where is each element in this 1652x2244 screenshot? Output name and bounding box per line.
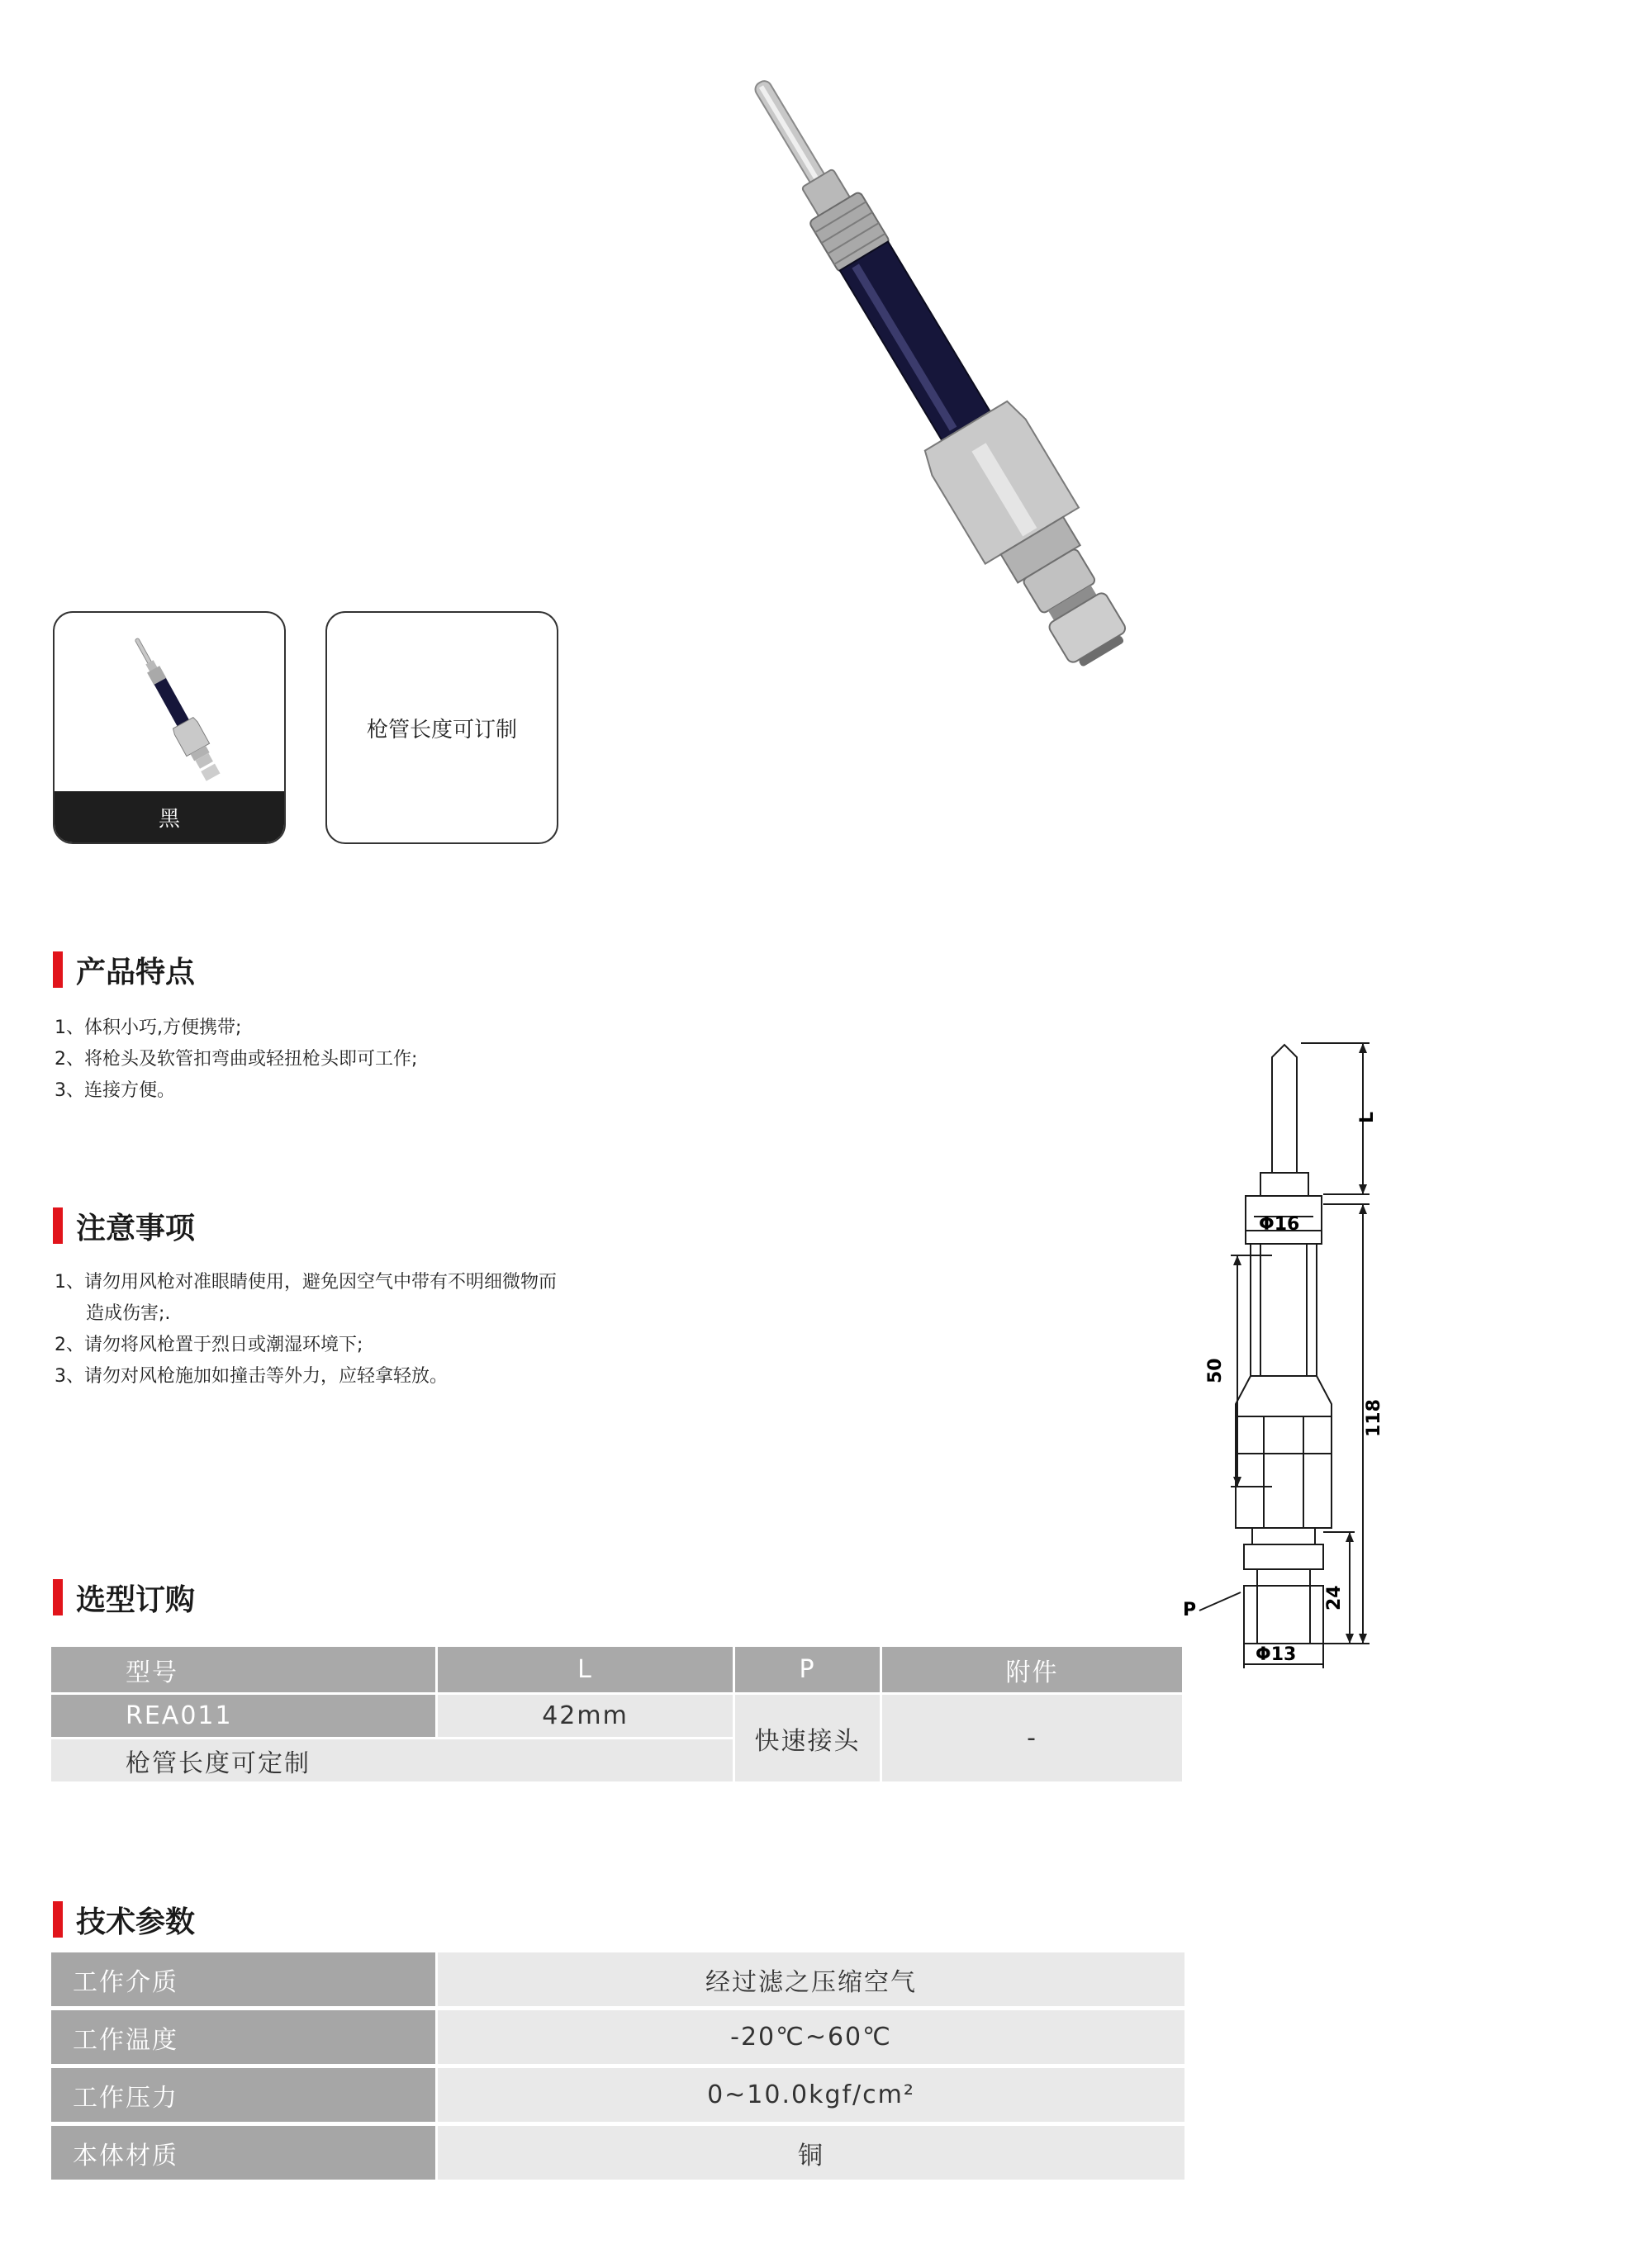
cell-length: 42mm (438, 1695, 735, 1739)
spec-label: 工作介质 (51, 1952, 438, 2010)
spec-value: 0~10.0kgf/cm² (438, 2068, 1184, 2126)
variant-card-custom-length[interactable] (325, 611, 558, 844)
dim-label-24: 24 (1324, 1585, 1345, 1611)
dimension-drawing (1148, 958, 1495, 1817)
cell-note: 枪管长度可定制 (51, 1739, 735, 1784)
list-item: 3、连接方便。 (55, 1080, 175, 1101)
dim-label-118: 118 (1364, 1399, 1384, 1437)
list-item: 1、体积小巧,方便携带; (55, 1018, 242, 1038)
specs-table (51, 1952, 1184, 2184)
variant-thumbnail (88, 621, 253, 786)
spec-value: -20℃~60℃ (438, 2010, 1184, 2068)
cautions-heading (53, 1207, 195, 1244)
spec-label: 本体材质 (51, 2126, 438, 2184)
specs-title: 技术参数 (76, 1905, 196, 1939)
spec-value: 铜 (438, 2126, 1184, 2184)
list-item: 2、将枪头及软管扣弯曲或轻扭枪头即可工作; (55, 1049, 418, 1070)
variant-card-black[interactable] (53, 611, 286, 844)
specs-heading (53, 1901, 195, 1938)
features-title: 产品特点 (76, 955, 196, 989)
spec-label: 工作压力 (51, 2068, 438, 2126)
cautions-list (55, 1267, 557, 1392)
heading-accent-bar (53, 951, 63, 988)
variant-caption: 黑 (55, 791, 284, 842)
ordering-table (51, 1647, 1184, 1784)
dim-label-L: L (1357, 1111, 1378, 1123)
dim-label-phi13: Φ13 (1256, 1644, 1297, 1665)
header-port: P (735, 1647, 882, 1695)
spec-value: 经过滤之压缩空气 (438, 1952, 1184, 2010)
dim-label-50: 50 (1205, 1358, 1226, 1383)
dim-label-P: P (1183, 1600, 1197, 1620)
cell-connector: 快速接头 (735, 1695, 882, 1784)
header-model: 型号 (51, 1647, 438, 1695)
ordering-title: 选型订购 (76, 1582, 196, 1617)
list-item: 3、请勿对风枪施加如撞击等外力，应轻拿轻放。 (55, 1366, 448, 1387)
header-length: L (438, 1647, 735, 1695)
list-item: 1、请勿用风枪对准眼睛使用，避免因空气中带有不明细微物而 (55, 1272, 557, 1293)
features-heading (53, 951, 195, 988)
heading-accent-bar (53, 1207, 63, 1244)
heading-accent-bar (53, 1901, 63, 1938)
list-item: 造成伤害;. (86, 1303, 171, 1324)
dim-label-phi16: Φ16 (1259, 1214, 1300, 1235)
header-accessory: 附件 (882, 1647, 1184, 1695)
cautions-title: 注意事项 (76, 1211, 196, 1245)
variant-text: 枪管长度可订制 (366, 717, 517, 742)
heading-accent-bar (53, 1579, 63, 1615)
product-photo (644, 25, 1206, 686)
features-list (55, 1013, 417, 1107)
cell-model: REA011 (51, 1695, 438, 1739)
ordering-heading (53, 1579, 195, 1615)
spec-label: 工作温度 (51, 2010, 438, 2068)
cell-accessory: - (882, 1695, 1184, 1784)
list-item: 2、请勿将风枪置于烈日或潮湿环境下; (55, 1335, 363, 1355)
